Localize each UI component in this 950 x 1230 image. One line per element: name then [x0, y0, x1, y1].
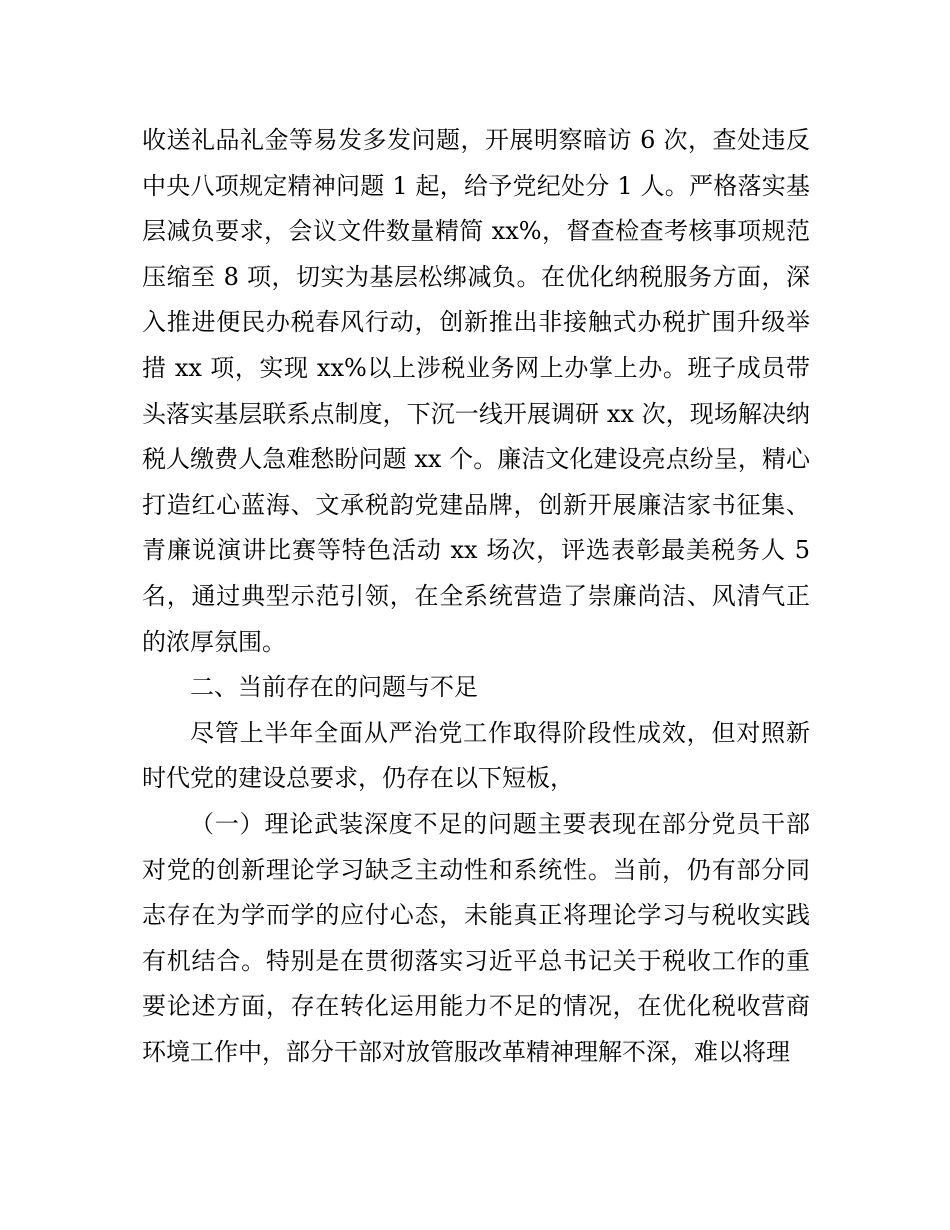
- paragraph-theory-study: （一）理论武装深度不足的问题主要表现在部分党员干部对党的创新理论学习缺乏主动性和系统性。当前，仍有部分同志存在为学而学的应付心态，未能真正将理论学习与税收实践有机结合。特别是在贯彻落实习近平总书记关于税收工作的重要论述方面，存在转化运用能力不足的情况，在优化税收营商环境工作中，部分干部对放管服改革精神理解不深，难以将理: [142, 809, 810, 1066]
- section-heading-problems: 二、当前存在的问题与不足: [190, 673, 478, 702]
- document-page: [142, 118, 810, 1075]
- paragraph-intro-problems: 尽管上半年全面从严治党工作取得阶段性成效，但对照新时代党的建设总要求，仍存在以下短板，: [142, 718, 810, 793]
- paragraph-continuation: 收送礼品礼金等易发多发问题，开展明察暗访 6 次，查处违反中央八项规定精神问题 1 起，给予党纪处分 1 人。严格落实基层减负要求，会议文件数量精简 xx%，督查检查考核事项规范压缩至 8 项，切实为基层松绑减负。在优化纳税服务方面，深入推进便民办税春风行动，创新推出非接触式办税扩围升级举措 xx 项，实现 xx%以上涉税业务网上办掌上办。班子成员带头落实基层联系点制度，下沉一线开展调研 xx 次，现场解决纳税人缴费人急难愁盼问题 xx 个。廉洁文化建设亮点纷呈，精心打造红心蓝海、文承税韵党建品牌，创新开展廉洁家书征集、青廉说演讲比赛等特色活动 xx 场次，评选表彰最美税务人 5 名，通过典型示范引领，在全系统营造了崇廉尚洁、风清气正的浓厚氛围。: [142, 126, 810, 656]
